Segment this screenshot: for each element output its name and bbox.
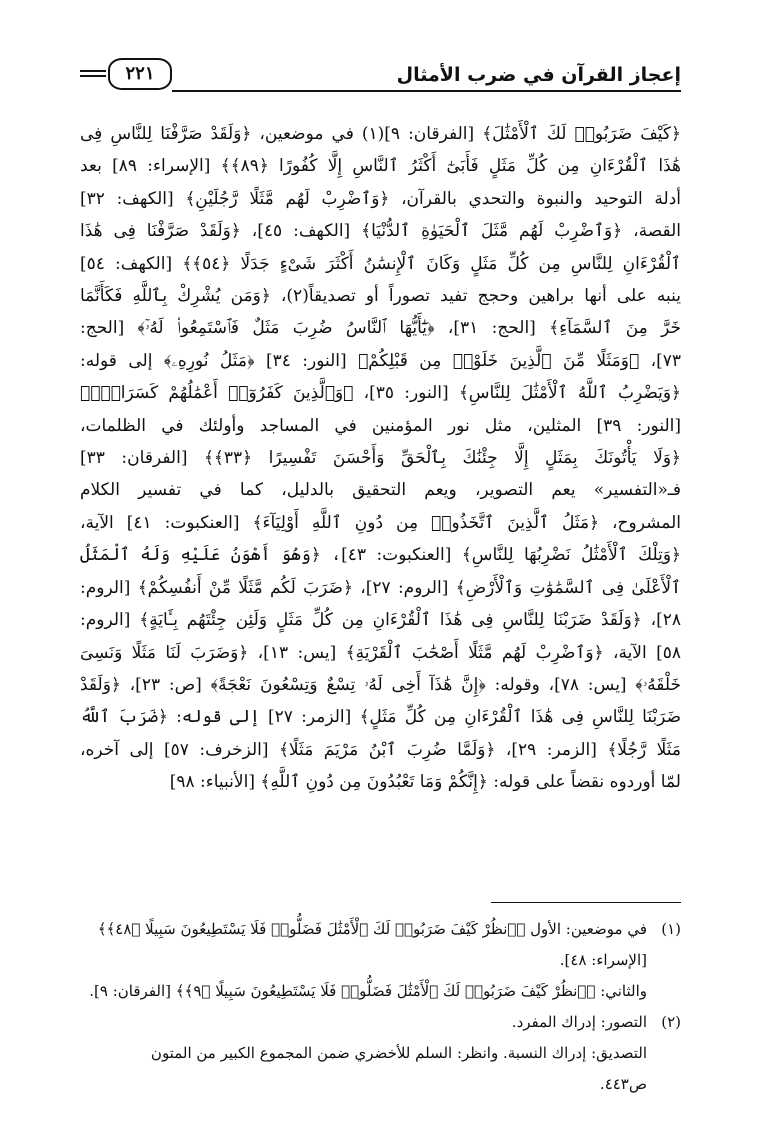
page-number: ٢٢١ bbox=[108, 58, 172, 90]
text-line: ﴿كَيْفَ ضَرَبُوا۟ لَكَ ٱلْأَمْثَٰلَ﴾ [الفرقان: ٩](١) في موضعين، ﴿وَلَقَدْ صَرَّفْنَا لِلنَّاسِ فِى bbox=[80, 124, 681, 144]
text-line: ٢٨]، ﴿وَلَقَدْ ضَرَبْنَا لِلنَّاسِ فِى هَٰذَا ٱلْقُرْءَانِ مِن كُلِّ مَثَلٍ وَلَئِن جِئْتَهُم بِـَٔايَةٍ﴾ [الروم: bbox=[80, 610, 681, 631]
text-line: ٱلْأَعْلَىٰ فِى ٱلسَّمَٰوَٰتِ وَٱلْأَرْضِ﴾ [الروم: ٢٧]، ﴿ضَرَبَ لَكُم مَّثَلًا مِّنْ أَنفُسِكُمْ﴾ [الروم: bbox=[80, 577, 681, 598]
footnote-1 bbox=[80, 914, 681, 976]
text-line: ﴿وَلَا يَأْتُونَكَ بِمَثَلٍ إِلَّا جِئْنَٰكَ بِٱلْحَقِّ وَأَحْسَنَ تَفْسِيرًا ﴿٣٣﴾﴾ [الفرقان: ٣٣] bbox=[80, 448, 682, 469]
main-text bbox=[80, 118, 681, 799]
footnote-marker: (٢) bbox=[661, 1013, 681, 1031]
text-line: هَٰذَا ٱلْقُرْءَانِ مِن كُلِّ مَثَلٍ فَأَبَىٰٓ أَكْثَرُ ٱلنَّاسِ إِلَّا كُفُورًا ﴿٨٩﴾﴾ [الإسراء: ٨٩] بعد bbox=[80, 156, 681, 177]
text-line: فـ«التفسير» يعم التصوير، ويعم التحقيق بالدليل، كما في تفسير الكلام bbox=[80, 480, 681, 501]
footnote-text: ص٤٤٣. bbox=[599, 1075, 647, 1093]
text-line: ٧٣]، ﴿وَمَثَلًا مِّنَ ٱلَّذِينَ خَلَوْا۟ مِن قَبْلِكُمْ﴾ [النور: ٣٤] ﴿مَثَلُ نُورِهِۦ﴾ إلى قوله: bbox=[80, 350, 681, 371]
text-line: مَثَلًا رَّجُلًا﴾ [الزمر: ٢٩]، ﴿وَلَمَّا ضُرِبَ ٱبْنُ مَرْيَمَ مَثَلًا﴾ [الزخرف: ٥٧] إلى آخره، bbox=[80, 739, 681, 760]
footnote-2 bbox=[80, 1007, 681, 1038]
running-header bbox=[80, 56, 681, 96]
text-line: [النور: ٣٩] المثلين، مثل نور المؤمنين في المساجد وأولئك في الظلمات، bbox=[80, 415, 681, 436]
text-line: لمّا أوردوه نقضاً على قوله: ﴿إِنَّكُمْ وَمَا تَعْبُدُونَ مِن دُونِ ٱللَّهِ﴾ [الأنبياء: ٩٨] bbox=[169, 772, 681, 793]
text-line: ٱلْقُرْءَانِ لِلنَّاسِ مِن كُلِّ مَثَلٍ وَكَانَ ٱلْإِنسَٰنُ أَكْثَرَ شَىْءٍ جَدَلًا ﴿٥٤﴾﴾ [الكهف: ٥٤] bbox=[80, 253, 681, 274]
footnote-text: التصور: إدراك المفرد. bbox=[511, 1013, 647, 1031]
footnote-text: التصديق: إدراك النسبة. وانظر: السلم للأخضري ضمن المجموع الكبير من المتون bbox=[150, 1044, 647, 1062]
text-line: ﴿وَتِلْكَ ٱلْأَمْثَٰلُ نَضْرِبُهَا لِلنَّاسِ﴾ [العنكبوت: ٤٣]، ﴿وَهُوَ أَهْوَنُ عَلَيْهِ وَلَهُ ٱلْمَثَلُ bbox=[80, 545, 681, 566]
text-line: خَلْقَهُۥ﴾ [يس: ٧٨]، وقوله: ﴿إِنَّ هَٰذَآ أَخِى لَهُۥ تِسْعٌ وَتِسْعُونَ نَعْجَةً﴾ [ص: ٢٣]، ﴿وَلَقَدْ bbox=[80, 674, 681, 695]
footnote-text: في موضعين: الأول ﴿ٱنظُرْ كَيْفَ ضَرَبُوا۟ لَكَ ٱلْأَمْثَٰلَ فَضَلُّوا۟ فَلَا يَسْتَطِيعُونَ سَبِيلًا ﴿٤٨﴾﴾ [الإسراء: ٤٨]. bbox=[97, 920, 647, 969]
text-line: خَرَّ مِنَ ٱلسَّمَآءِ﴾ [الحج: ٣١]، ﴿يَٰٓأَيُّهَا ٱلنَّاسُ ضُرِبَ مَثَلٌ فَٱسْتَمِعُوا۟ لَهُۥٓ﴾ [الحج: bbox=[80, 318, 681, 339]
text-line: ضَرَبْنَا لِلنَّاسِ فِى هَٰذَا ٱلْقُرْءَانِ مِن كُلِّ مَثَلٍ﴾ [الزمر: ٢٧] إلى قوله: ﴿ضَرَبَ ٱللَّهُ bbox=[80, 707, 681, 728]
text-line: أدلة التوحيد والنبوة والتحدي بالقرآن، ﴿وَٱضْرِبْ لَهُم مَّثَلًا رَّجُلَيْنِ﴾ [الكهف: ٣٢] bbox=[80, 188, 681, 209]
header-rule bbox=[172, 90, 681, 92]
text-line: ﴿وَيَضْرِبُ ٱللَّهُ ٱلْأَمْثَٰلَ لِلنَّاسِ﴾ [النور: ٣٥]، ﴿وَٱلَّذِينَ كَفَرُوٓا۟ أَعْمَٰلُهُمْ كَسَرَابٍۭ﴾ bbox=[80, 383, 681, 404]
text-line: ينبه على أنها براهين وحجج تفيد تصوراً أو تصديقاً(٢)، ﴿وَمَن يُشْرِكْ بِٱللَّهِ فَكَأَنَّمَا bbox=[80, 286, 682, 307]
footnotes bbox=[80, 914, 681, 1100]
footnote-separator bbox=[491, 902, 681, 903]
page-number-ornament bbox=[80, 70, 106, 72]
footnote-text: والثاني: ﴿ٱنظُرْ كَيْفَ ضَرَبُوا۟ لَكَ ٱلْأَمْثَٰلَ فَضَلُّوا۟ فَلَا يَسْتَطِيعُونَ سَبِيلًا ﴿٩﴾﴾ [الفرقان: ٩]. bbox=[89, 982, 647, 1000]
text-line: القصة، ﴿وَٱضْرِبْ لَهُم مَّثَلَ ٱلْحَيَوٰةِ ٱلدُّنْيَا﴾ [الكهف: ٤٥]، ﴿وَلَقَدْ صَرَّفْنَا فِى هَٰذَا bbox=[80, 221, 682, 242]
text-line: المشروح، ﴿مَثَلُ ٱلَّذِينَ ٱتَّخَذُوا۟ مِن دُونِ ٱللَّهِ أَوْلِيَآءَ﴾ [العنكبوت: ٤١] الآية، bbox=[80, 512, 681, 533]
footnote-marker: (١) bbox=[661, 920, 681, 938]
text-line: ٥٨] الآية، ﴿وَٱضْرِبْ لَهُم مَّثَلًا أَصْحَٰبَ ٱلْقَرْيَةِ﴾ [يس: ١٣]، ﴿وَضَرَبَ لَنَا مَثَلًا وَنَسِىَ bbox=[80, 642, 681, 663]
chapter-title: إعجاز القرآن في ضرب الأمثال bbox=[396, 64, 681, 86]
page-number-ornament-2 bbox=[80, 75, 106, 77]
